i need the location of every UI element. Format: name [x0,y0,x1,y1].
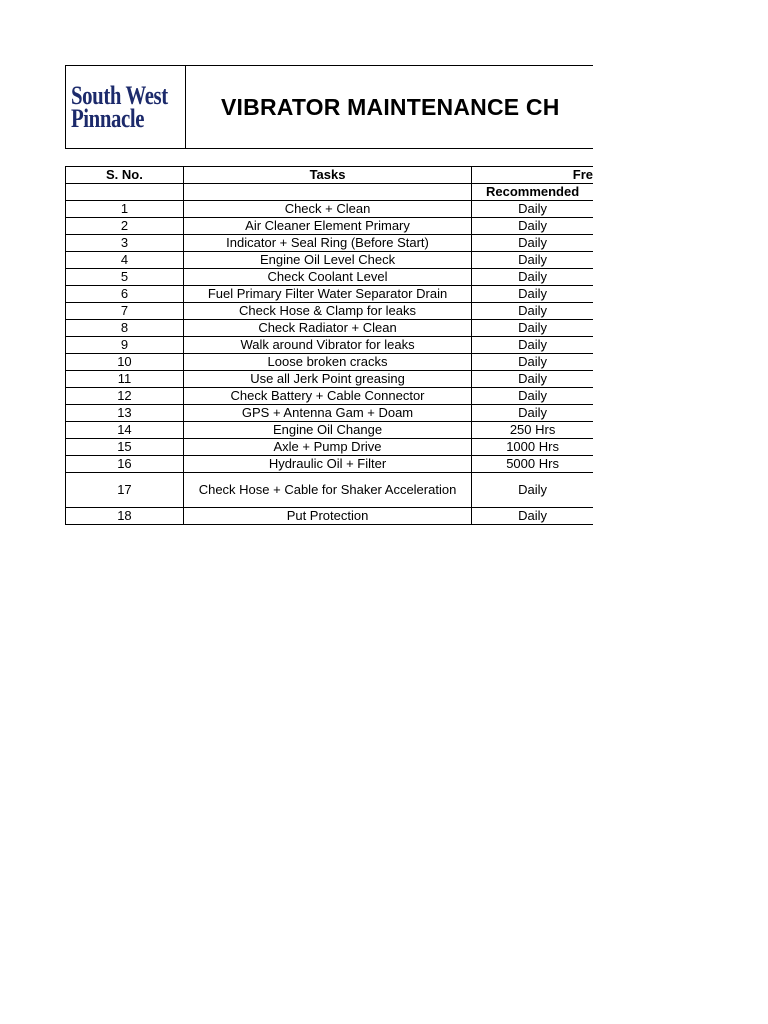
cell-task: Check Battery + Cable Connector [183,388,471,405]
cell-frequency: Daily [472,303,593,320]
cell-sno: 1 [66,201,184,218]
cell-frequency: Daily [472,252,593,269]
cell-sno: 18 [66,508,184,525]
table-row [66,235,594,252]
table-row [66,320,594,337]
cell-sno: 4 [66,252,184,269]
table-row [66,337,594,354]
header-band [65,65,593,149]
header-tasks: Tasks [183,167,471,184]
cell-frequency: Daily [472,320,593,337]
logo-text-line-2: Pinnacle [71,104,145,133]
table-row [66,473,594,508]
table-row [66,388,594,405]
company-logo [66,66,186,149]
cell-task: Loose broken cracks [183,354,471,371]
cell-sno: 9 [66,337,184,354]
cell-sno: 16 [66,456,184,473]
cell-sno: 17 [66,473,184,508]
cell-task: Air Cleaner Element Primary [183,218,471,235]
cell-task: GPS + Antenna Gam + Doam [183,405,471,422]
cell-sno: 7 [66,303,184,320]
cell-frequency: Daily [472,354,593,371]
cell-frequency: Daily [472,235,593,252]
cell-frequency: Daily [472,508,593,525]
cell-sno: 6 [66,286,184,303]
cell-sno: 10 [66,354,184,371]
table-row [66,422,594,439]
table-row [66,269,594,286]
cell-sno: 14 [66,422,184,439]
table-row [66,201,594,218]
cell-task: Fuel Primary Filter Water Separator Drain [183,286,471,303]
table-row [66,286,594,303]
cell-frequency: 5000 Hrs [472,456,593,473]
header-frequency: Fre [472,167,593,184]
cell-sno: 5 [66,269,184,286]
subheader-sno-empty [66,184,184,201]
cell-frequency: Daily [472,405,593,422]
maintenance-table [65,166,593,525]
subheader-tasks-empty [183,184,471,201]
table-header-row [66,167,594,184]
cell-frequency: Daily [472,201,593,218]
cell-task: Walk around Vibrator for leaks [183,337,471,354]
cell-sno: 3 [66,235,184,252]
cell-task: Use all Jerk Point greasing [183,371,471,388]
logo-text-line-1: South West [71,81,168,110]
cell-sno: 12 [66,388,184,405]
cell-frequency: Daily [472,269,593,286]
cell-frequency: Daily [472,473,593,508]
table-subheader-row [66,184,594,201]
cell-task: Check Radiator + Clean [183,320,471,337]
table-row [66,354,594,371]
cell-task: Engine Oil Change [183,422,471,439]
cell-task: Put Protection [183,508,471,525]
table-row [66,405,594,422]
table-row [66,303,594,320]
cell-frequency: Daily [472,337,593,354]
cell-frequency: 250 Hrs [472,422,593,439]
cell-frequency: Daily [472,371,593,388]
cell-frequency: Daily [472,388,593,405]
table-row [66,508,594,525]
cell-frequency: Daily [472,286,593,303]
cell-task: Hydraulic Oil + Filter [183,456,471,473]
cell-sno: 8 [66,320,184,337]
cell-task: Indicator + Seal Ring (Before Start) [183,235,471,252]
cell-task: Check Coolant Level [183,269,471,286]
cell-sno: 15 [66,439,184,456]
cell-task: Check Hose + Cable for Shaker Acceleration [183,473,471,508]
cell-sno: 13 [66,405,184,422]
cell-sno: 11 [66,371,184,388]
cell-task: Check + Clean [183,201,471,218]
cell-task: Engine Oil Level Check [183,252,471,269]
table-row [66,371,594,388]
cell-frequency: Daily [472,218,593,235]
table-row [66,456,594,473]
subheader-recommended: Recommended [472,184,593,201]
header-sno: S. No. [66,167,184,184]
cell-task: Axle + Pump Drive [183,439,471,456]
cell-sno: 2 [66,218,184,235]
cell-frequency: 1000 Hrs [472,439,593,456]
table-row [66,218,594,235]
cell-task: Check Hose & Clamp for leaks [183,303,471,320]
table-row [66,439,594,456]
spreadsheet-page [65,65,593,523]
table-row [66,252,594,269]
page-title: VIBRATOR MAINTENANCE CH [221,94,560,120]
